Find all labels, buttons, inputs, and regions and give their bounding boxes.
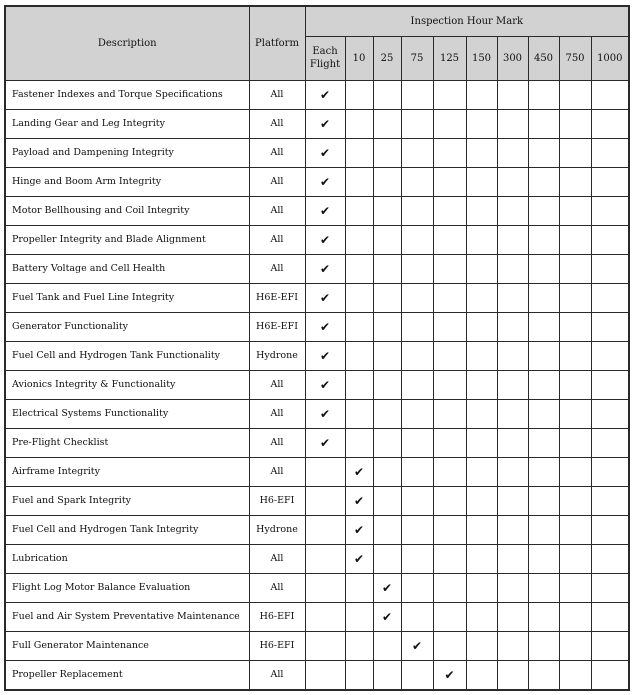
empty-cell [559, 138, 591, 167]
empty-cell [559, 544, 591, 573]
row-platform: All [249, 196, 305, 225]
empty-cell [401, 660, 433, 690]
empty-cell [305, 486, 345, 515]
empty-cell [433, 370, 466, 399]
empty-cell [591, 515, 629, 544]
empty-cell [497, 602, 528, 631]
empty-cell [345, 660, 373, 690]
empty-cell [559, 254, 591, 283]
empty-cell [401, 428, 433, 457]
row-platform: All [249, 254, 305, 283]
check-mark-icon: ✔ [345, 486, 373, 515]
empty-cell [401, 225, 433, 254]
check-mark-icon: ✔ [345, 544, 373, 573]
empty-cell [528, 631, 559, 660]
empty-cell [559, 457, 591, 486]
empty-cell [433, 399, 466, 428]
empty-cell [559, 515, 591, 544]
empty-cell [559, 167, 591, 196]
empty-cell [528, 225, 559, 254]
empty-cell [373, 399, 401, 428]
row-platform: All [249, 457, 305, 486]
check-mark-icon: ✔ [305, 341, 345, 370]
empty-cell [591, 544, 629, 573]
empty-cell [433, 515, 466, 544]
empty-cell [373, 283, 401, 312]
empty-cell [373, 80, 401, 109]
empty-cell [559, 602, 591, 631]
row-platform: All [249, 544, 305, 573]
check-mark-icon: ✔ [373, 573, 401, 602]
empty-cell [401, 167, 433, 196]
check-mark-icon: ✔ [305, 167, 345, 196]
empty-cell [528, 80, 559, 109]
hour-column-header: 1000 [591, 36, 629, 80]
empty-cell [497, 109, 528, 138]
table-row [5, 428, 629, 457]
hour-column-header: Each Flight [305, 36, 345, 80]
check-mark-icon: ✔ [305, 80, 345, 109]
empty-cell [559, 428, 591, 457]
row-platform: H6-EFI [249, 486, 305, 515]
empty-cell [591, 109, 629, 138]
empty-cell [591, 428, 629, 457]
empty-cell [591, 370, 629, 399]
empty-cell [528, 254, 559, 283]
empty-cell [433, 312, 466, 341]
empty-cell [433, 341, 466, 370]
row-description: Propeller Replacement [5, 660, 249, 690]
empty-cell [433, 602, 466, 631]
empty-cell [591, 254, 629, 283]
check-mark-icon: ✔ [305, 109, 345, 138]
row-description: Avionics Integrity & Functionality [5, 370, 249, 399]
empty-cell [497, 370, 528, 399]
empty-cell [497, 312, 528, 341]
empty-cell [373, 370, 401, 399]
empty-cell [559, 573, 591, 602]
empty-cell [591, 486, 629, 515]
empty-cell [466, 399, 497, 428]
table-row [5, 283, 629, 312]
empty-cell [559, 341, 591, 370]
empty-cell [433, 138, 466, 167]
empty-cell [528, 167, 559, 196]
inspection-schedule-table [4, 5, 630, 691]
check-mark-icon: ✔ [401, 631, 433, 660]
empty-cell [466, 225, 497, 254]
empty-cell [497, 167, 528, 196]
empty-cell [373, 515, 401, 544]
empty-cell [528, 138, 559, 167]
empty-cell [559, 109, 591, 138]
empty-cell [345, 573, 373, 602]
row-description: Generator Functionality [5, 312, 249, 341]
row-platform: All [249, 660, 305, 690]
row-platform: H6E-EFI [249, 312, 305, 341]
empty-cell [466, 602, 497, 631]
empty-cell [559, 225, 591, 254]
row-description: Fuel Tank and Fuel Line Integrity [5, 283, 249, 312]
platform-header: Platform [249, 6, 305, 80]
empty-cell [466, 457, 497, 486]
check-mark-icon: ✔ [305, 138, 345, 167]
empty-cell [497, 428, 528, 457]
empty-cell [528, 370, 559, 399]
empty-cell [466, 370, 497, 399]
row-description: Battery Voltage and Cell Health [5, 254, 249, 283]
empty-cell [401, 602, 433, 631]
check-mark-icon: ✔ [305, 254, 345, 283]
empty-cell [528, 399, 559, 428]
empty-cell [433, 428, 466, 457]
table-row [5, 486, 629, 515]
table-row [5, 457, 629, 486]
row-platform: All [249, 573, 305, 602]
empty-cell [401, 80, 433, 109]
empty-cell [401, 138, 433, 167]
row-platform: All [249, 225, 305, 254]
empty-cell [401, 312, 433, 341]
empty-cell [466, 341, 497, 370]
hour-column-header: 750 [559, 36, 591, 80]
row-platform: All [249, 109, 305, 138]
empty-cell [401, 515, 433, 544]
row-description: Flight Log Motor Balance Evaluation [5, 573, 249, 602]
empty-cell [591, 602, 629, 631]
empty-cell [433, 109, 466, 138]
empty-cell [497, 196, 528, 225]
table-row [5, 515, 629, 544]
table-row [5, 109, 629, 138]
row-description: Payload and Dampening Integrity [5, 138, 249, 167]
table-row [5, 167, 629, 196]
inspection-hour-mark-header: Inspection Hour Mark [305, 6, 629, 36]
empty-cell [559, 660, 591, 690]
table-row [5, 602, 629, 631]
hour-column-header: 450 [528, 36, 559, 80]
row-platform: All [249, 399, 305, 428]
empty-cell [591, 196, 629, 225]
empty-cell [345, 631, 373, 660]
empty-cell [591, 225, 629, 254]
row-platform: All [249, 428, 305, 457]
row-description: Fastener Indexes and Torque Specifications [5, 80, 249, 109]
check-mark-icon: ✔ [305, 399, 345, 428]
hour-column-header: 150 [466, 36, 497, 80]
empty-cell [373, 109, 401, 138]
empty-cell [466, 660, 497, 690]
empty-cell [305, 631, 345, 660]
row-description: Hinge and Boom Arm Integrity [5, 167, 249, 196]
empty-cell [345, 602, 373, 631]
empty-cell [591, 341, 629, 370]
empty-cell [466, 486, 497, 515]
row-description: Full Generator Maintenance [5, 631, 249, 660]
empty-cell [345, 225, 373, 254]
empty-cell [591, 167, 629, 196]
empty-cell [591, 138, 629, 167]
empty-cell [345, 196, 373, 225]
hour-column-header: 75 [401, 36, 433, 80]
table-row [5, 254, 629, 283]
empty-cell [559, 399, 591, 428]
empty-cell [401, 457, 433, 486]
empty-cell [345, 312, 373, 341]
empty-cell [466, 196, 497, 225]
table-row [5, 225, 629, 254]
empty-cell [305, 544, 345, 573]
empty-cell [528, 457, 559, 486]
check-mark-icon: ✔ [305, 370, 345, 399]
empty-cell [373, 341, 401, 370]
empty-cell [373, 631, 401, 660]
empty-cell [373, 225, 401, 254]
hour-column-header: 300 [497, 36, 528, 80]
table-row [5, 312, 629, 341]
check-mark-icon: ✔ [305, 312, 345, 341]
row-description: Pre-Flight Checklist [5, 428, 249, 457]
empty-cell [497, 254, 528, 283]
empty-cell [591, 457, 629, 486]
row-platform: Hydrone [249, 515, 305, 544]
empty-cell [373, 428, 401, 457]
row-platform: All [249, 138, 305, 167]
empty-cell [433, 283, 466, 312]
empty-cell [591, 573, 629, 602]
row-description: Fuel and Spark Integrity [5, 486, 249, 515]
empty-cell [305, 602, 345, 631]
empty-cell [591, 660, 629, 690]
row-platform: H6E-EFI [249, 283, 305, 312]
empty-cell [497, 515, 528, 544]
empty-cell [528, 312, 559, 341]
empty-cell [373, 457, 401, 486]
empty-cell [401, 196, 433, 225]
empty-cell [345, 370, 373, 399]
empty-cell [345, 254, 373, 283]
empty-cell [466, 573, 497, 602]
empty-cell [433, 225, 466, 254]
empty-cell [591, 80, 629, 109]
row-platform: H6-EFI [249, 631, 305, 660]
empty-cell [401, 544, 433, 573]
empty-cell [401, 486, 433, 515]
empty-cell [528, 573, 559, 602]
empty-cell [466, 283, 497, 312]
empty-cell [497, 660, 528, 690]
empty-cell [497, 225, 528, 254]
empty-cell [401, 283, 433, 312]
empty-cell [433, 457, 466, 486]
empty-cell [401, 341, 433, 370]
row-platform: H6-EFI [249, 602, 305, 631]
empty-cell [373, 138, 401, 167]
empty-cell [466, 138, 497, 167]
check-mark-icon: ✔ [345, 457, 373, 486]
check-mark-icon: ✔ [305, 225, 345, 254]
empty-cell [528, 602, 559, 631]
row-platform: All [249, 167, 305, 196]
empty-cell [433, 631, 466, 660]
table-row [5, 196, 629, 225]
empty-cell [345, 399, 373, 428]
description-header: Description [5, 6, 249, 80]
row-platform: All [249, 80, 305, 109]
empty-cell [528, 544, 559, 573]
empty-cell [528, 283, 559, 312]
empty-cell [401, 370, 433, 399]
empty-cell [466, 515, 497, 544]
empty-cell [433, 486, 466, 515]
empty-cell [401, 254, 433, 283]
table-row [5, 544, 629, 573]
empty-cell [466, 428, 497, 457]
table-row [5, 138, 629, 167]
empty-cell [497, 138, 528, 167]
empty-cell [497, 573, 528, 602]
row-platform: Hydrone [249, 341, 305, 370]
empty-cell [528, 196, 559, 225]
check-mark-icon: ✔ [345, 515, 373, 544]
row-description: Airframe Integrity [5, 457, 249, 486]
empty-cell [497, 486, 528, 515]
empty-cell [497, 283, 528, 312]
row-description: Fuel Cell and Hydrogen Tank Integrity [5, 515, 249, 544]
empty-cell [559, 370, 591, 399]
check-mark-icon: ✔ [305, 428, 345, 457]
empty-cell [559, 486, 591, 515]
empty-cell [528, 660, 559, 690]
empty-cell [591, 631, 629, 660]
hour-column-header: 125 [433, 36, 466, 80]
empty-cell [433, 573, 466, 602]
check-mark-icon: ✔ [305, 283, 345, 312]
table-row [5, 573, 629, 602]
row-platform: All [249, 370, 305, 399]
table-row [5, 399, 629, 428]
empty-cell [528, 428, 559, 457]
row-description: Electrical Systems Functionality [5, 399, 249, 428]
empty-cell [345, 428, 373, 457]
empty-cell [305, 660, 345, 690]
empty-cell [466, 167, 497, 196]
empty-cell [433, 167, 466, 196]
empty-cell [373, 196, 401, 225]
empty-cell [433, 544, 466, 573]
row-description: Motor Bellhousing and Coil Integrity [5, 196, 249, 225]
empty-cell [528, 486, 559, 515]
table-row [5, 341, 629, 370]
empty-cell [345, 80, 373, 109]
empty-cell [373, 544, 401, 573]
empty-cell [528, 341, 559, 370]
empty-cell [373, 660, 401, 690]
hour-column-header: 25 [373, 36, 401, 80]
empty-cell [591, 312, 629, 341]
empty-cell [373, 486, 401, 515]
check-mark-icon: ✔ [305, 196, 345, 225]
table-row [5, 370, 629, 399]
empty-cell [433, 196, 466, 225]
empty-cell [305, 457, 345, 486]
empty-cell [345, 341, 373, 370]
empty-cell [559, 312, 591, 341]
empty-cell [305, 515, 345, 544]
row-description: Propeller Integrity and Blade Alignment [5, 225, 249, 254]
empty-cell [345, 138, 373, 167]
check-mark-icon: ✔ [433, 660, 466, 690]
empty-cell [559, 196, 591, 225]
table-row [5, 631, 629, 660]
empty-cell [401, 573, 433, 602]
empty-cell [559, 80, 591, 109]
empty-cell [528, 515, 559, 544]
table-row [5, 660, 629, 690]
empty-cell [401, 399, 433, 428]
check-mark-icon: ✔ [373, 602, 401, 631]
empty-cell [466, 254, 497, 283]
empty-cell [305, 573, 345, 602]
empty-cell [497, 544, 528, 573]
empty-cell [591, 283, 629, 312]
empty-cell [345, 283, 373, 312]
empty-cell [466, 312, 497, 341]
empty-cell [373, 312, 401, 341]
row-description: Landing Gear and Leg Integrity [5, 109, 249, 138]
empty-cell [528, 109, 559, 138]
empty-cell [345, 167, 373, 196]
empty-cell [497, 457, 528, 486]
row-description: Lubrication [5, 544, 249, 573]
empty-cell [466, 544, 497, 573]
empty-cell [497, 80, 528, 109]
empty-cell [466, 631, 497, 660]
empty-cell [497, 631, 528, 660]
table-row [5, 80, 629, 109]
hour-column-header: 10 [345, 36, 373, 80]
empty-cell [373, 254, 401, 283]
empty-cell [497, 341, 528, 370]
empty-cell [433, 254, 466, 283]
empty-cell [466, 80, 497, 109]
empty-cell [466, 109, 497, 138]
empty-cell [591, 399, 629, 428]
row-description: Fuel Cell and Hydrogen Tank Functionality [5, 341, 249, 370]
empty-cell [373, 167, 401, 196]
empty-cell [345, 109, 373, 138]
empty-cell [401, 109, 433, 138]
empty-cell [433, 80, 466, 109]
empty-cell [497, 399, 528, 428]
row-description: Fuel and Air System Preventative Maintenance [5, 602, 249, 631]
empty-cell [559, 631, 591, 660]
empty-cell [559, 283, 591, 312]
